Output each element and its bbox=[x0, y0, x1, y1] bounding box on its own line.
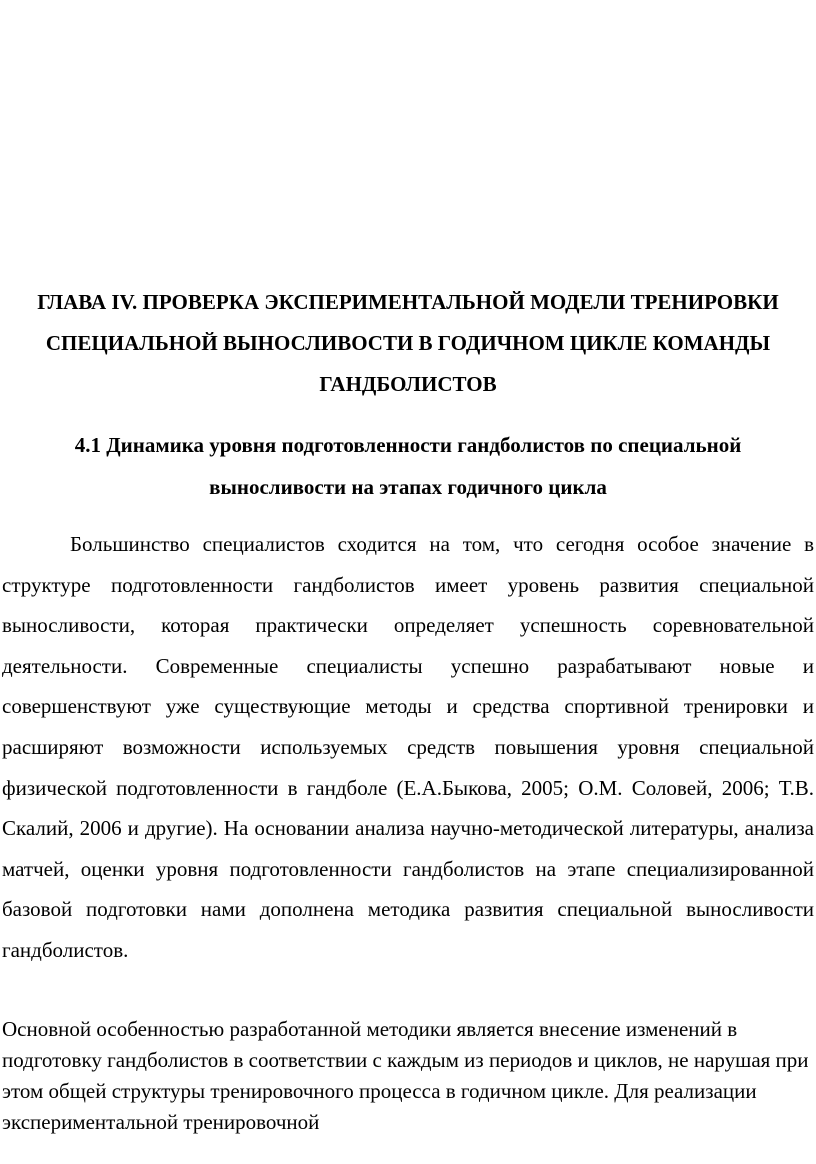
chapter-title: ГЛАВА IV. ПРОВЕРКА ЭКСПЕРИМЕНТАЛЬНОЙ МОДЕЛИ ТРЕНИРОВКИ СПЕЦИАЛЬНОЙ ВЫНОСЛИВОСТИ В ГОДИЧНОМ ЦИКЛЕ КОМАНДЫ ГАНДБОЛИСТОВ bbox=[37, 290, 779, 396]
section-title: 4.1 Динамика уровня подготовленности гандболистов по специальной выносливости на этапах годичного цикла bbox=[74, 433, 742, 499]
body-paragraph-1: Большинство специалистов сходится на том, что сегодня особое значение в структуре подготовленности гандболистов имеет уровень развития специальной выносливости, которая практически определяет успешность соревновательной деятельности. Современные специалисты успешно разрабатывают новые и совершенствуют уже существующие методы и средства спортивной тренировки и расширяют возможности используемых средств повышения уровня специальной физической подготовленности в гандболе (Е.А.Быкова, 2005; О.М. Соловей, 2006; Т.В. Скалий, 2006 и другие). На основании анализа научно-методической литературы, анализа матчей, оценки уровня подготовленности гандболистов на этапе специализированной базовой подготовки нами дополнена методика развития специальной выносливости гандболистов. bbox=[2, 532, 814, 962]
body-paragraph-2: Основной особенностью разработанной методики является внесение изменений в подготовку гандболистов в соответствии с каждым из периодов и циклов, не нарушая при этом общей структуры тренировочного процесса в годичном цикле. Для реализации экспериментальной тренировочной bbox=[2, 1017, 809, 1134]
